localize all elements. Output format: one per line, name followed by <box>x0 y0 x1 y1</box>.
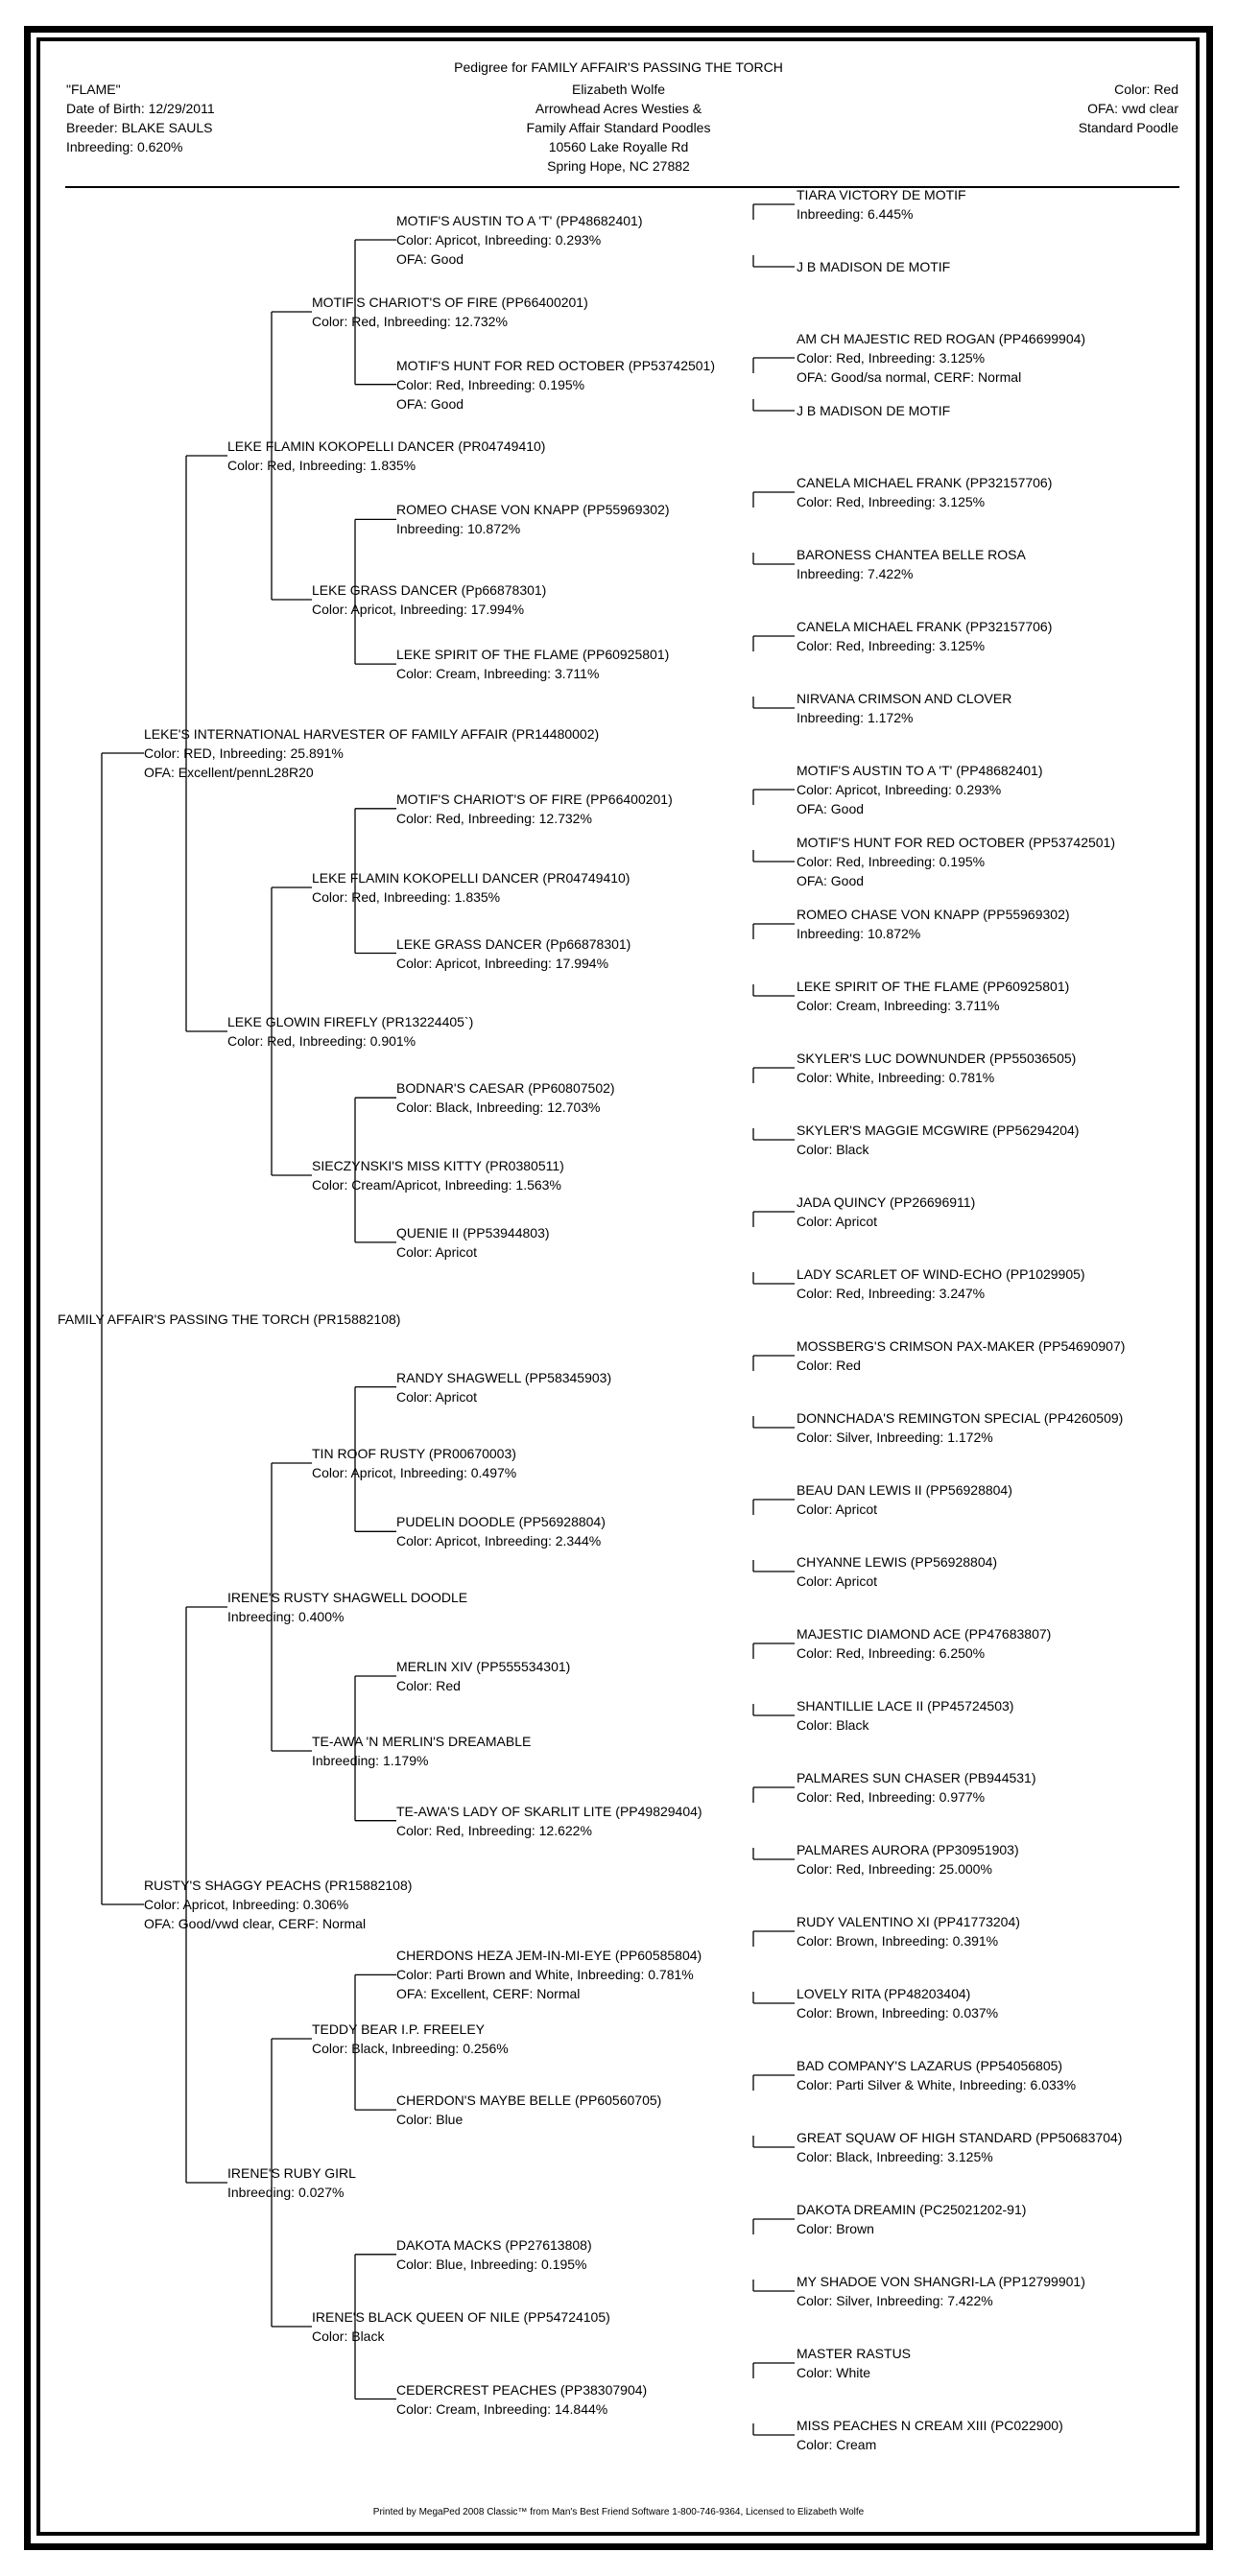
dog-name: MOTIF'S AUSTIN TO A 'T' (PP48682401) <box>396 213 643 228</box>
ancestor-gen5 <box>797 545 1026 583</box>
dog-details: Color: Red, Inbreeding: 1.835% <box>312 889 501 905</box>
dog-details: Color: Red <box>797 1358 861 1373</box>
ancestor-gen3 <box>312 2020 509 2058</box>
dog-name: SKYLER'S MAGGIE MCGWIRE (PP56294204) <box>797 1123 1080 1138</box>
ancestor-gen5 <box>797 1193 975 1231</box>
kennel-line-2: Family Affair Standard Poodles <box>526 120 711 135</box>
dog-name: BODNAR'S CAESAR (PP60807502) <box>396 1080 615 1097</box>
ancestor-gen5 <box>797 401 950 420</box>
ancestor-gen4 <box>396 1946 702 2003</box>
ancestor-gen5 <box>797 1768 1036 1807</box>
dog-details: Color: Blue, Inbreeding: 0.195% <box>396 2256 587 2272</box>
dog-name: MOSSBERG'S CRIMSON PAX-MAKER (PP54690907) <box>797 1338 1126 1354</box>
dog-name: LEKE GLOWIN FIREFLY (PR13224405`) <box>227 1014 474 1029</box>
dog-name: QUENIE II (PP53944803) <box>396 1224 550 1241</box>
ancestor-gen4 <box>396 1802 702 1840</box>
dog-name: CANELA MICHAEL FRANK (PP32157706) <box>797 619 1053 634</box>
dog-details: Color: Red <box>396 1678 461 1693</box>
dog-name: MOTIF'S HUNT FOR RED OCTOBER (PP53742501) <box>396 357 716 373</box>
dog-details: Color: Silver, Inbreeding: 7.422% <box>797 2293 993 2308</box>
dog-details: OFA: Good <box>797 801 865 816</box>
dog-name: LEKE SPIRIT OF THE FLAME (PP60925801) <box>797 979 1070 994</box>
dog-name: LEKE GRASS DANCER (Pp66878301) <box>312 582 547 598</box>
dog-details: Color: Apricot <box>797 1501 878 1517</box>
dog-details: Inbreeding: 1.172% <box>797 710 914 725</box>
dog-details: Color: Red, Inbreeding: 12.732% <box>396 810 592 826</box>
dog-details: Color: Black, Inbreeding: 12.703% <box>396 1099 601 1116</box>
ancestor-gen5 <box>797 329 1085 387</box>
ancestor-gen3 <box>312 1444 516 1482</box>
dog-details: Color: RED, Inbreeding: 25.891% <box>144 745 344 761</box>
ancestor-gen4 <box>396 1512 606 1550</box>
ancestor-gen5 <box>797 689 1011 727</box>
ancestor-gen5 <box>797 2056 1076 2094</box>
dog-name: CHERDON'S MAYBE BELLE (PP60560705) <box>396 2092 662 2109</box>
dog-details: Color: Cream <box>797 2437 877 2452</box>
dog-name: LEKE'S INTERNATIONAL HARVESTER OF FAMILY AFFAIR (PR14480002) <box>144 726 600 742</box>
dog-name: BARONESS CHANTEA BELLE ROSA <box>797 547 1026 562</box>
ancestor-gen5 <box>797 1696 1013 1735</box>
dog-details: Color: Cream, Inbreeding: 14.844% <box>396 2400 608 2417</box>
dog-details: Color: Black, Inbreeding: 0.256% <box>312 2041 509 2056</box>
breed: Standard Poodle <box>1078 120 1178 135</box>
dog-details: OFA: Good/vwd clear, CERF: Normal <box>144 1916 367 1931</box>
dog-name: IRENE'S RUSTY SHAGWELL DOODLE <box>227 1590 468 1605</box>
ancestor-gen4 <box>396 1368 611 1406</box>
subject-dog <box>58 1310 400 1329</box>
dog-details: Color: Apricot, Inbreeding: 0.497% <box>312 1465 517 1480</box>
dog-name: JADA QUINCY (PP26696911) <box>797 1194 976 1210</box>
ancestor-gen5 <box>797 1049 1076 1087</box>
dog-name: LEKE GRASS DANCER (Pp66878301) <box>396 935 631 952</box>
dog-details: Inbreeding: 1.179% <box>312 1753 429 1768</box>
dog-name: MOTIF'S AUSTIN TO A 'T' (PP48682401) <box>797 763 1043 778</box>
dog-details: Color: Red, Inbreeding: 0.195% <box>797 854 986 869</box>
dog-details: Color: White <box>797 2365 871 2380</box>
address-street: 10560 Lake Royalle Rd <box>548 139 689 154</box>
ancestor-gen5 <box>797 2128 1122 2166</box>
ancestor-gen3 <box>312 868 630 907</box>
dog-name: SKYLER'S LUC DOWNUNDER (PP55036505) <box>797 1051 1077 1066</box>
dog-name: DAKOTA MACKS (PP27613808) <box>396 2236 592 2253</box>
dog-name: LEKE FLAMIN KOKOPELLI DANCER (PR04749410) <box>227 438 546 454</box>
dog-details: Inbreeding: 6.445% <box>797 206 914 222</box>
dog-details: Color: Black, Inbreeding: 3.125% <box>797 2149 993 2164</box>
dog-details: Color: Apricot, Inbreeding: 0.293% <box>797 782 1002 797</box>
breeder: Breeder: BLAKE SAULS <box>66 120 213 135</box>
dog-details: Color: Red, Inbreeding: 3.247% <box>797 1286 986 1301</box>
dog-name: PUDELIN DOODLE (PP56928804) <box>396 1514 606 1530</box>
ancestor-gen4 <box>396 1657 570 1695</box>
dog-name: TE-AWA'S LADY OF SKARLIT LITE (PP49829404) <box>396 1803 702 1819</box>
ancestor-gen4 <box>396 1223 550 1262</box>
dog-name: LOVELY RITA (PP48203404) <box>797 1986 971 2001</box>
dog-details: Color: Brown, Inbreeding: 0.391% <box>797 1933 999 1949</box>
dog-name: CHYANNE LEWIS (PP56928804) <box>797 1554 998 1570</box>
dog-details: Color: Red, Inbreeding: 6.250% <box>797 1645 986 1661</box>
ancestor-gen5 <box>797 977 1069 1015</box>
dog-details: Color: Apricot <box>797 1214 878 1229</box>
inbreeding: Inbreeding: 0.620% <box>66 139 183 154</box>
dog-name: AM CH MAJESTIC RED ROGAN (PP46699904) <box>797 331 1086 346</box>
dog-name: J B MADISON DE MOTIF <box>797 403 951 418</box>
ancestor-gen3 <box>312 2307 610 2346</box>
ancestor-gen5 <box>797 1624 1051 1663</box>
dog-name: DAKOTA DREAMIN (PC25021202-91) <box>797 2202 1027 2217</box>
dog-name: GREAT SQUAW OF HIGH STANDARD (PP50683704) <box>797 2130 1123 2145</box>
dog-details: Inbreeding: 7.422% <box>797 566 914 581</box>
ancestor-gen5 <box>797 1121 1079 1159</box>
sire <box>144 724 599 782</box>
dog-details: Color: Apricot <box>396 1388 478 1405</box>
dog-details: Color: Apricot, Inbreeding: 2.344% <box>396 1533 602 1549</box>
ancestor-gen5 <box>797 761 1042 818</box>
color: Color: Red <box>1114 82 1178 97</box>
ancestor-gen5 <box>797 1984 998 2022</box>
dog-name: MISS PEACHES N CREAM XIII (PC022900) <box>797 2418 1063 2433</box>
dog-name: J B MADISON DE MOTIF <box>797 259 951 274</box>
dog-details: Color: Red, Inbreeding: 0.195% <box>396 376 585 392</box>
dog-name: PALMARES SUN CHASER (PB944531) <box>797 1770 1036 1785</box>
dog-details: OFA: Good/sa normal, CERF: Normal <box>797 369 1022 385</box>
ancestor-gen2 <box>227 437 545 475</box>
ancestor-gen2 <box>227 1588 467 1626</box>
dog-details: Color: Blue <box>396 2112 464 2128</box>
pedigree-title: Pedigree for FAMILY AFFAIR'S PASSING THE TORCH <box>454 59 783 75</box>
ancestor-gen2 <box>227 1012 473 1051</box>
ancestor-gen5 <box>797 2416 1063 2454</box>
dog-name: SIECZYNSKI'S MISS KITTY (PR0380511) <box>312 1158 564 1173</box>
dog-details: Inbreeding: 10.872% <box>797 926 921 941</box>
dog-name: IRENE'S BLACK QUEEN OF NILE (PP54724105) <box>312 2309 610 2325</box>
ancestor-gen5 <box>797 1336 1125 1375</box>
dog-name: SHANTILLIE LACE II (PP45724503) <box>797 1698 1014 1713</box>
dog-details: Color: Black <box>797 1717 869 1733</box>
dog-name: BAD COMPANY'S LAZARUS (PP54056805) <box>797 2058 1063 2073</box>
dog-name: MASTER RASTUS <box>797 2346 912 2361</box>
ancestor-gen2 <box>227 2163 356 2202</box>
dog-details: Color: Red, Inbreeding: 3.125% <box>797 638 986 653</box>
dog-details: Inbreeding: 10.872% <box>396 521 521 537</box>
dog-details: OFA: Good <box>396 251 464 267</box>
dam <box>144 1876 412 1933</box>
ancestor-gen5 <box>797 1264 1085 1303</box>
dog-name: CHERDONS HEZA JEM-IN-MI-EYE (PP60585804) <box>396 1948 702 1964</box>
ancestor-gen4 <box>396 356 715 414</box>
dog-details: Color: Red, Inbreeding: 3.125% <box>797 350 986 366</box>
dog-details: Color: Silver, Inbreeding: 1.172% <box>797 1430 993 1445</box>
dog-name: PALMARES AURORA (PP30951903) <box>797 1842 1019 1857</box>
ancestor-gen5 <box>797 2344 911 2382</box>
dog-name: DONNCHADA'S REMINGTON SPECIAL (PP4260509) <box>797 1410 1124 1426</box>
dog-name: LEKE SPIRIT OF THE FLAME (PP60925801) <box>396 647 670 663</box>
ancestor-gen5 <box>797 1480 1012 1519</box>
dog-name: CANELA MICHAEL FRANK (PP32157706) <box>797 475 1053 490</box>
dog-name: MY SHADOE VON SHANGRI-LA (PP12799901) <box>797 2274 1085 2289</box>
dog-details: Color: Cream, Inbreeding: 3.711% <box>797 998 1000 1013</box>
ancestor-gen4 <box>396 2091 661 2129</box>
dog-details: Color: Red, Inbreeding: 0.977% <box>797 1789 986 1805</box>
dog-details: Color: Apricot, Inbreeding: 0.293% <box>396 232 602 248</box>
ancestor-gen4 <box>396 790 673 828</box>
dog-details: Inbreeding: 0.027% <box>227 2185 345 2200</box>
dog-details: Color: Apricot <box>396 1243 478 1260</box>
dog-details: Color: Red, Inbreeding: 12.732% <box>312 314 508 329</box>
dog-details: Color: Cream/Apricot, Inbreeding: 1.563% <box>312 1177 561 1193</box>
dog-name: ROMEO CHASE VON KNAPP (PP55969302) <box>396 502 670 518</box>
ancestor-gen5 <box>797 905 1070 943</box>
ancestor-gen5 <box>797 185 966 224</box>
dog-details: Color: Black <box>797 1142 869 1157</box>
ancestor-gen4 <box>396 934 630 973</box>
dog-details: Color: Black <box>312 2328 385 2344</box>
dog-details: Color: Apricot, Inbreeding: 0.306% <box>144 1897 349 1912</box>
footer-credit: Printed by MegaPed 2008 Classic™ from Man's Best Friend Software 1-800-746-9364, Licensed to Elizabeth Wolfe <box>372 2507 865 2517</box>
dog-name: TIARA VICTORY DE MOTIF <box>797 187 966 202</box>
ancestor-gen5 <box>797 1552 997 1591</box>
dog-details: OFA: Good <box>396 395 464 412</box>
ancestor-gen3 <box>312 1156 564 1194</box>
dog-name: LEKE FLAMIN KOKOPELLI DANCER (PR04749410) <box>312 870 630 886</box>
dog-details: Inbreeding: 0.400% <box>227 1609 345 1624</box>
dog-details: Color: Parti Brown and White, Inbreeding: 0.781% <box>396 1967 694 1983</box>
ancestor-gen4 <box>396 645 669 683</box>
dog-name: FAMILY AFFAIR'S PASSING THE TORCH (PR15882108) <box>58 1312 401 1327</box>
dog-name: LADY SCARLET OF WIND-ECHO (PP1029905) <box>797 1266 1085 1282</box>
ancestor-gen5 <box>797 1408 1123 1447</box>
dog-name: IRENE'S RUBY GIRL <box>227 2165 356 2181</box>
ancestor-gen3 <box>312 293 588 331</box>
dog-details: OFA: Good <box>797 873 865 888</box>
dog-details: Color: Red, Inbreeding: 1.835% <box>227 458 416 473</box>
ancestor-gen5 <box>797 2200 1026 2238</box>
dog-name: TEDDY BEAR I.P. FREELEY <box>312 2021 485 2037</box>
ancestor-gen5 <box>797 257 950 276</box>
dog-name: MAJESTIC DIAMOND ACE (PP47683807) <box>797 1626 1052 1642</box>
dog-name: MOTIF'S HUNT FOR RED OCTOBER (PP53742501) <box>797 835 1116 850</box>
dog-details: Color: Red, Inbreeding: 12.622% <box>396 1822 592 1838</box>
dog-details: Color: Red, Inbreeding: 25.000% <box>797 1861 992 1877</box>
dog-details: OFA: Excellent, CERF: Normal <box>396 1986 581 2002</box>
dog-name: BEAU DAN LEWIS II (PP56928804) <box>797 1482 1012 1498</box>
dog-name: TE-AWA 'N MERLIN'S DREAMABLE <box>312 1734 532 1749</box>
dog-details: Color: Red, Inbreeding: 0.901% <box>227 1033 416 1049</box>
dog-details: Color: Cream, Inbreeding: 3.711% <box>396 666 600 682</box>
dog-name: RUSTY'S SHAGGY PEACHS (PR15882108) <box>144 1878 413 1893</box>
dog-details: Color: Brown <box>797 2221 874 2236</box>
ancestor-gen4 <box>396 2235 592 2274</box>
owner-name: Elizabeth Wolfe <box>571 82 665 97</box>
ancestor-gen4 <box>396 2380 647 2419</box>
dog-details: Color: Red, Inbreeding: 3.125% <box>797 494 986 509</box>
dog-details: Color: Apricot <box>797 1573 878 1589</box>
ancestor-gen4 <box>396 1078 615 1117</box>
dog-name: MERLIN XIV (PP555534301) <box>396 1659 571 1674</box>
call-name: "FLAME" <box>66 82 121 97</box>
ancestor-gen4 <box>396 500 670 538</box>
kennel-line-1: Arrowhead Acres Westies & <box>535 101 702 116</box>
address-city: Spring Hope, NC 27882 <box>547 158 690 174</box>
dog-name: RUDY VALENTINO XI (PP41773204) <box>797 1914 1020 1929</box>
ancestor-gen5 <box>797 1840 1019 1879</box>
dog-name: TIN ROOF RUSTY (PR00670003) <box>312 1446 516 1461</box>
date-of-birth: Date of Birth: 12/29/2011 <box>66 101 215 116</box>
ancestor-gen3 <box>312 580 546 619</box>
ancestor-gen3 <box>312 1732 531 1770</box>
dog-details: Color: Apricot, Inbreeding: 17.994% <box>396 955 609 971</box>
ofa: OFA: vwd clear <box>1087 101 1178 116</box>
dog-name: ROMEO CHASE VON KNAPP (PP55969302) <box>797 907 1070 922</box>
ancestor-gen5 <box>797 473 1052 511</box>
dog-name: NIRVANA CRIMSON AND CLOVER <box>797 691 1012 706</box>
ancestor-gen5 <box>797 1912 1020 1950</box>
ancestor-gen5 <box>797 833 1115 890</box>
dog-details: OFA: Excellent/pennL28R20 <box>144 765 314 780</box>
dog-name: CEDERCREST PEACHES (PP38307904) <box>396 2381 648 2398</box>
dog-details: Color: White, Inbreeding: 0.781% <box>797 1070 995 1085</box>
ancestor-gen5 <box>797 617 1052 655</box>
dog-name: RANDY SHAGWELL (PP58345903) <box>396 1369 612 1385</box>
dog-name: MOTIF'S CHARIOT'S OF FIRE (PP66400201) <box>312 295 588 310</box>
dog-details: Color: Brown, Inbreeding: 0.037% <box>797 2005 999 2021</box>
dog-name: MOTIF'S CHARIOT'S OF FIRE (PP66400201) <box>396 791 673 807</box>
dog-details: Color: Apricot, Inbreeding: 17.994% <box>312 602 525 617</box>
dog-details: Color: Parti Silver & White, Inbreeding: 6.033% <box>797 2077 1077 2092</box>
ancestor-gen5 <box>797 2272 1085 2310</box>
ancestor-gen4 <box>396 211 642 269</box>
